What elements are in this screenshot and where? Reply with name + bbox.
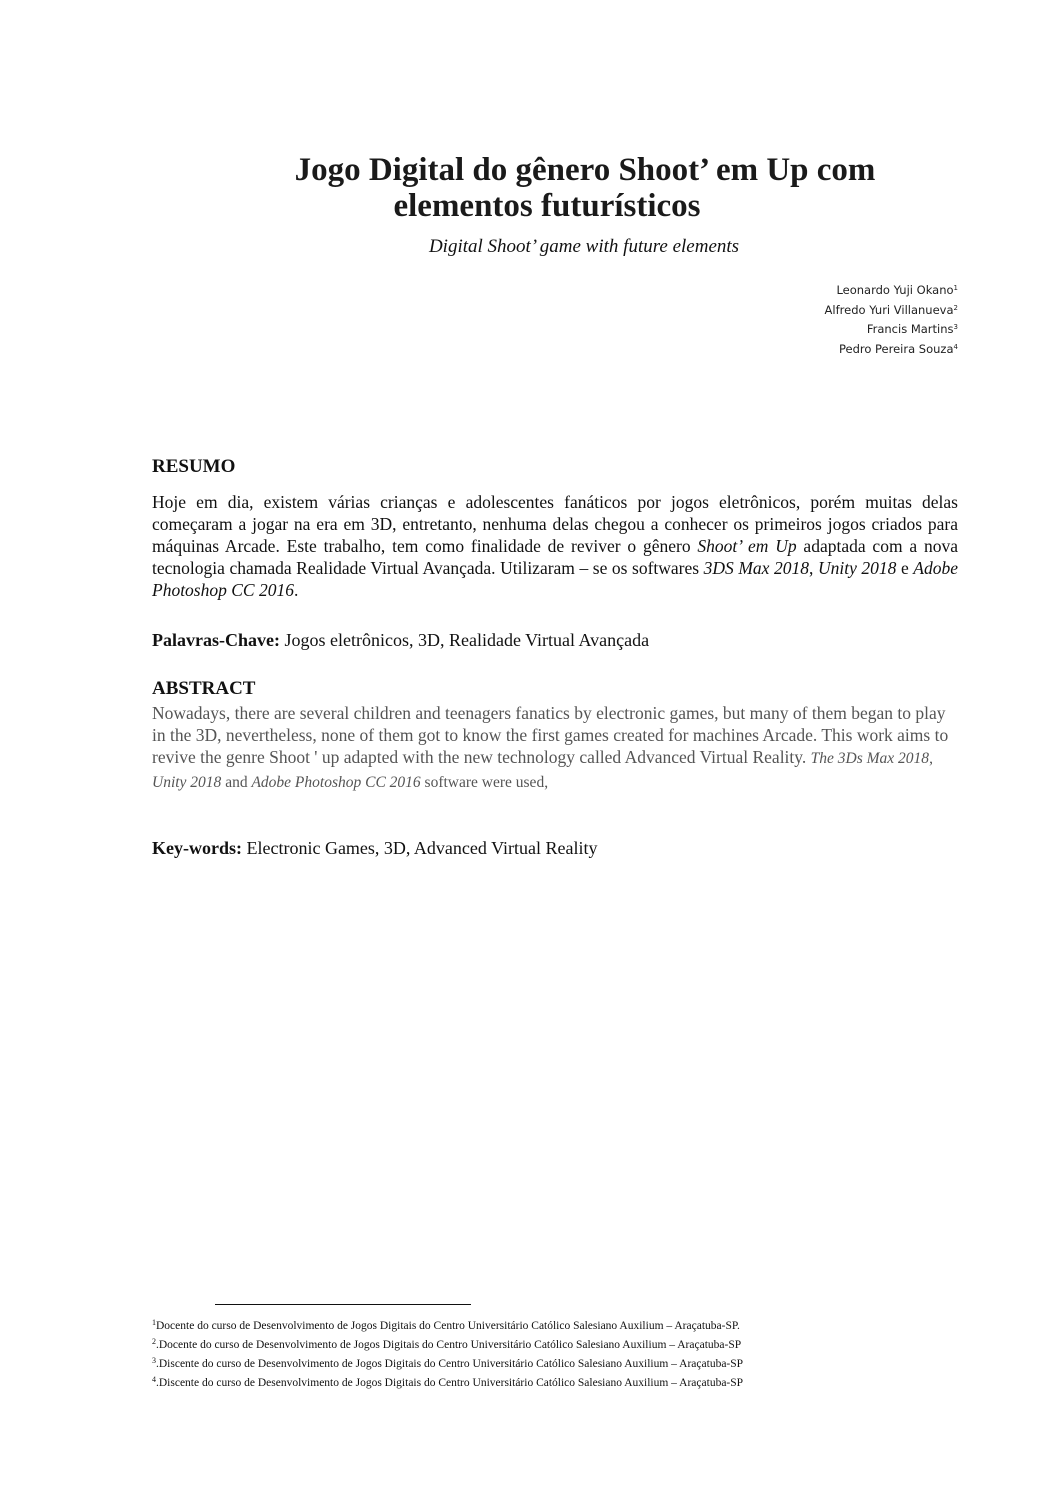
- footnote-item: [152, 1351, 932, 1370]
- resumo-italic-term: 3DS Max 2018: [703, 558, 810, 578]
- author-name: Francis Martins: [866, 322, 954, 336]
- abstract-text: Nowadays, there are several children and teenagers fanatics by electronic games, but many of them began to play in the 3D, nevertheless, none of them got to know the first games created for machines Arcade. This work aims to revive the genre Shoot ' up adapted with the new technology called Advanced Virtual Reality.: [152, 703, 949, 767]
- footnote-mark: 1: [152, 1318, 156, 1327]
- abstract-tail: software were used,: [420, 774, 549, 791]
- resumo-heading: RESUMO: [152, 456, 236, 477]
- paper-title-line-2: elementos futurísticos: [393, 188, 701, 224]
- footnote-mark: 4: [152, 1375, 156, 1384]
- keywords-value: Electronic Games, 3D, Advanced Virtual Reality: [241, 838, 598, 858]
- author-mark: 4: [953, 342, 958, 351]
- abstract-italic-term: Adobe Photoshop CC 2016: [251, 774, 421, 791]
- palavras-chave-value: Jogos eletrônicos, 3D, Realidade Virtual Avançada: [279, 630, 650, 650]
- author-item: [825, 339, 958, 359]
- resumo-separator: ,: [809, 558, 818, 578]
- resumo-end: .: [293, 580, 299, 600]
- resumo-text: adaptada com a nova tecnologia chamada Realidade Virtual Avançada. Utilizaram – se os softwares: [152, 536, 958, 578]
- author-mark: 2: [953, 303, 958, 312]
- footnote-text: Docente do curso de Desenvolvimento de Jogos Digitais do Centro Universitário Católico Salesiano Auxilium – Araçatuba-SP.: [156, 1320, 740, 1332]
- footnote-list: [152, 1313, 932, 1389]
- resumo-text: Hoje em dia, existem várias crianças e adolescentes fanáticos por jogos eletrônicos, porém muitas delas começaram a jogar na era em 3D, entretanto, nenhuma delas chegou a conhecer os primeiros jogos criados para máquinas Arcade. Este trabalho, tem como finalidade de reviver o gênero: [152, 492, 958, 556]
- abstract-paragraph: [152, 702, 952, 794]
- keywords-label: Key-words:: [152, 838, 242, 858]
- abstract-italic-term: Unity 2018: [152, 774, 222, 791]
- abstract-heading: ABSTRACT: [152, 678, 256, 699]
- footnote-item: [152, 1370, 932, 1389]
- author-name: Leonardo Yuji Okano: [836, 283, 954, 297]
- resumo-italic-term: Adobe Photoshop CC 2016: [152, 558, 958, 600]
- resumo-paragraph: [152, 491, 958, 601]
- footnote-mark: 2: [152, 1337, 156, 1346]
- footnote-item: [152, 1313, 932, 1332]
- abstract-italic-term: The 3Ds Max 2018: [810, 750, 930, 767]
- footnote-text: .Discente do curso de Desenvolvimento de Jogos Digitais do Centro Universitário Católico Salesiano Auxilium – Araçatuba-SP: [156, 1358, 744, 1370]
- palavras-chave-label: Palavras-Chave:: [152, 630, 280, 650]
- author-list: [825, 280, 958, 358]
- footnote-text: .Discente do curso de Desenvolvimento de Jogos Digitais do Centro Universitário Católico Salesiano Auxilium – Araçatuba-SP: [156, 1377, 744, 1389]
- author-item: [825, 280, 958, 300]
- abstract-separator: and: [221, 774, 252, 791]
- paper-title-line-1: Jogo Digital do gênero Shoot’ em Up com: [294, 152, 876, 188]
- resumo-italic-term: Shoot’ em Up: [697, 536, 797, 556]
- footnote-text: .Docente do curso de Desenvolvimento de Jogos Digitais do Centro Universitário Católico Salesiano Auxilium – Araçatuba-SP: [156, 1339, 742, 1351]
- keywords-line: [152, 838, 597, 859]
- paper-title: [0, 152, 1058, 224]
- author-mark: 1: [953, 284, 958, 292]
- paper-subtitle: Digital Shoot’ game with future elements: [428, 236, 740, 257]
- palavras-chave-line: [152, 630, 649, 651]
- author-mark: 3: [953, 323, 958, 331]
- author-name: Alfredo Yuri Villanueva: [824, 302, 954, 317]
- footnote-mark: 3: [152, 1356, 156, 1365]
- footnote-item: [152, 1332, 932, 1351]
- footnote-separator: [215, 1304, 471, 1305]
- resumo-separator: e: [896, 558, 914, 578]
- resumo-italic-term: Unity 2018: [817, 558, 897, 578]
- author-item: [825, 300, 958, 320]
- author-item: [825, 319, 958, 339]
- abstract-separator: ,: [929, 750, 933, 767]
- author-name: Pedro Pereira Souza: [838, 341, 954, 356]
